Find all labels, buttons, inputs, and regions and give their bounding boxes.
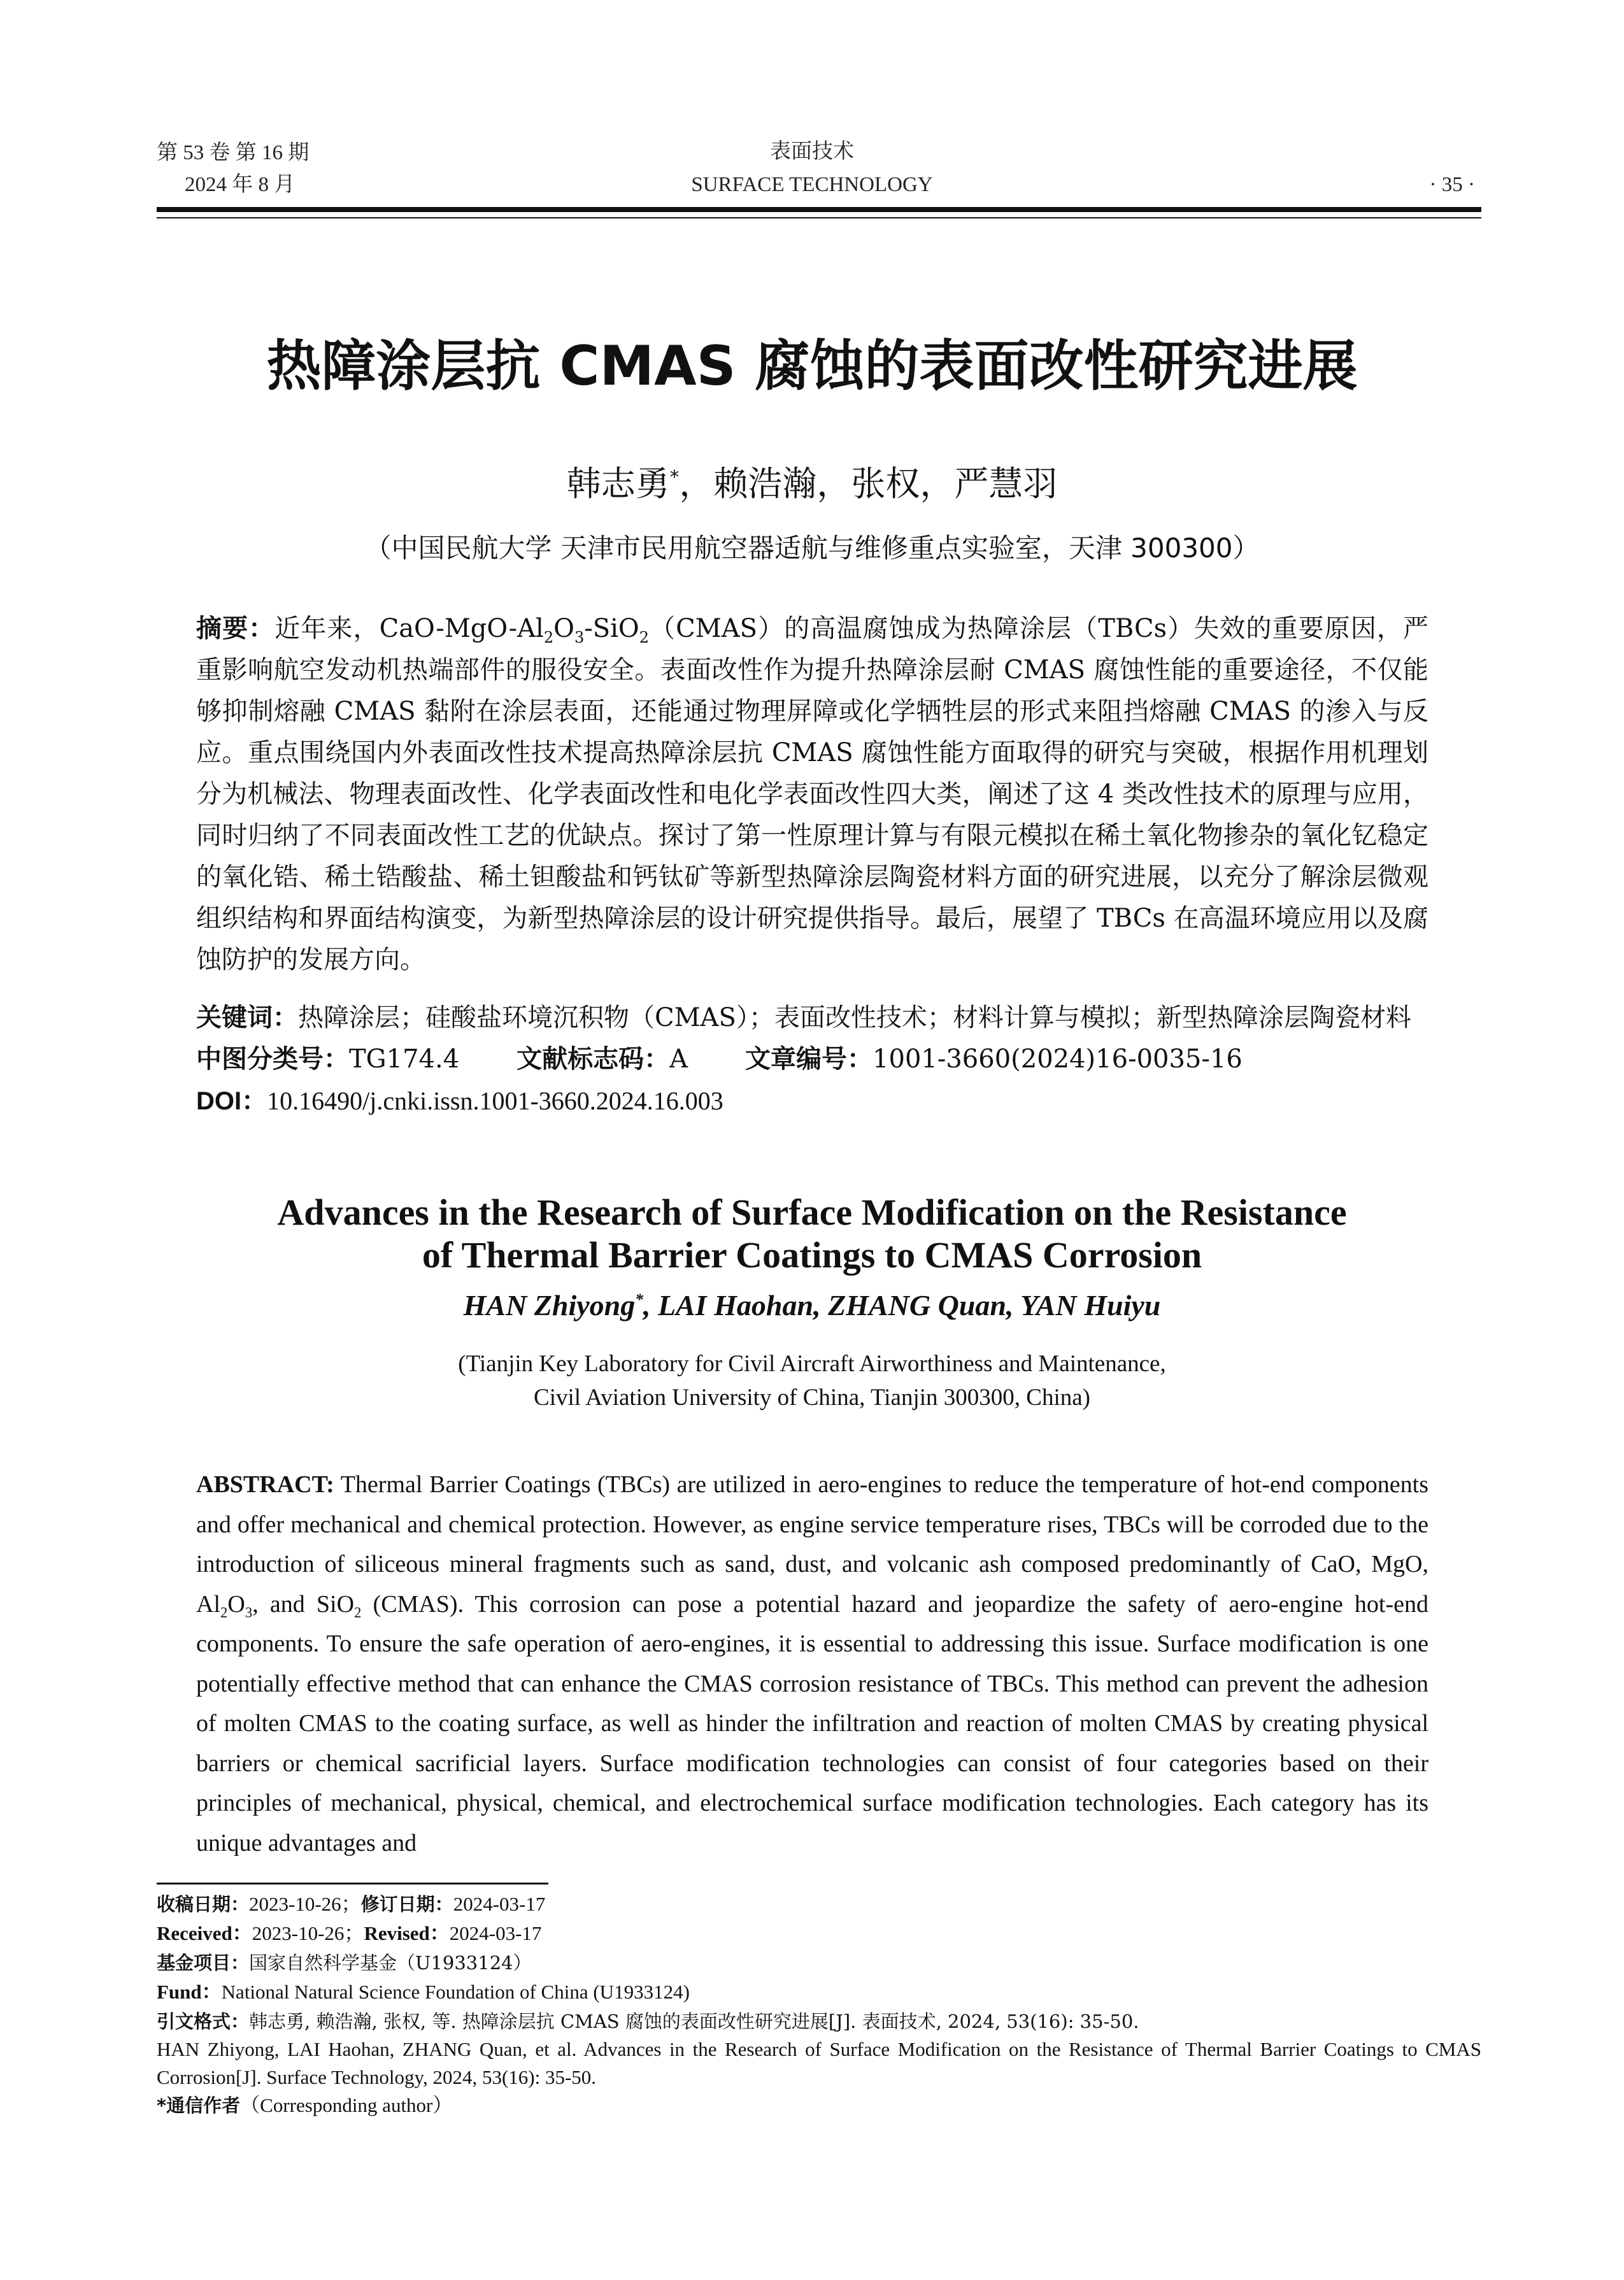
header-rule-thin (157, 217, 1481, 218)
abstract-cn (196, 608, 1428, 981)
subscript: 2 (220, 1604, 228, 1621)
fund-en-text: National Natural Science Foundation of China (U1933124) (221, 1981, 690, 2003)
abstract-cn-body: （CMAS）的高温腐蚀成为热障涂层（TBCs）失效的重要原因，严重影响航空发动机热端部件的服役安全。表面改性作为提升热障涂层耐 CMAS 腐蚀性能的重要途径，不仅能够抑制熔融 CMAS 黏附在涂层表面，还能通过物理屏障或化学牺牲层的形式来阻挡熔融 CMAS 的渗入与反应。重点围绕国内外表面改性技术提高热障涂层抗 CMAS 腐蚀性能方面取得的研究与突破，根据作用机理划分为机械法、物理表面改性、化学表面改性和电化学表面改性四大类，阐述了这 4 类改性技术的原理与应用，同时归纳了不同表面改性工艺的优缺点。探讨了第一性原理计算与有限元模拟在稀土氧化物掺杂的氧化钇稳定的氧化锆、稀土锆酸盐、稀土钽酸盐和钙钛矿等新型热障涂层陶瓷材料方面的研究进展，以充分了解涂层微观组织结构和界面结构演变，为新型热障涂层的设计研究提供指导。最后，展望了 TBCs 在高温环境应用以及腐蚀防护的发展方向。 (196, 614, 1429, 974)
fund-cn-label: 基金项目： (157, 1952, 250, 1974)
header-journal-en: SURFACE TECHNOLOGY (691, 173, 933, 196)
title-en (0, 1191, 1624, 1276)
fund-en-label: Fund： (157, 1981, 222, 2003)
abstract-cn-lead: 近年来，CaO-MgO-Al (274, 614, 544, 643)
doc-code-value: A (669, 1044, 688, 1074)
abstract-en-label: ABSTRACT: (196, 1471, 334, 1498)
affiliation-en-line1: (Tianjin Key Laboratory for Civil Aircraft Airworthiness and Maintenance, (458, 1351, 1166, 1377)
cite-cn-label: 引文格式： (157, 2011, 250, 2032)
affiliation-cn: （中国民航大学 天津市民用航空器适航与维修重点实验室，天津 300300） (364, 532, 1260, 564)
doi-line (196, 1081, 1428, 1121)
title-en-line2: of Thermal Barrier Coatings to CMAS Corrosion (422, 1234, 1202, 1276)
affiliation-en (0, 1347, 1624, 1414)
footnote-rule (157, 1883, 548, 1885)
footnote-fund-cn (157, 1949, 1481, 1977)
revised-cn-label: 修订日期： (360, 1893, 453, 1915)
title-cn: 热障涂层抗 CMAS 腐蚀的表面改性研究进展 (266, 334, 1358, 398)
title-en-line1: Advances in the Research of Surface Modification on the Resistance (277, 1192, 1347, 1233)
author-en-first: HAN Zhiyong (463, 1289, 636, 1322)
authors-en (0, 1287, 1624, 1324)
keywords-cn-label: 关键词： (196, 1003, 298, 1032)
abstract-en-formula: , and SiO (252, 1590, 355, 1618)
corresponding-label: *通信作者 (157, 2095, 241, 2116)
abstract-cn-formula: O (553, 614, 574, 643)
subscript: 2 (639, 629, 650, 646)
revised-en-label: Revised： (364, 1922, 450, 1944)
cite-cn-text: 韩志勇, 赖浩瀚, 张权, 等. 热障涂层抗 CMAS 腐蚀的表面改性研究进展[J]. 表面技术, 2024, 53(16): 35-50. (249, 2011, 1139, 2032)
header-rule-thick (157, 207, 1481, 212)
subscript: 2 (354, 1604, 362, 1621)
received-en-label: Received： (157, 1922, 252, 1944)
keywords-cn (196, 998, 1428, 1037)
abstract-en-part2: (CMAS). This corrosion can pose a potential hazard and jeopardize the safety of aero-engine hot-end components. To ensure the safe operation of aero-engines, it is essential to addressing this issue. Surface modification is one potentially effective method that can enhance the CMAS corrosion resistance of TBCs. This method can prevent the adhesion of molten CMAS to the coating surface, as well as hinder the infiltration and reaction of molten CMAS by creating physical barriers or chemical sacrificial layers. Surface modification technologies can consist of four categories based on their principles of mechanical, physical, chemical, and electrochemical surface modification technologies. Each category has its unique advantages and (196, 1590, 1428, 1856)
abstract-en (196, 1465, 1428, 1863)
doc-code-label: 文献标志码： (516, 1044, 670, 1074)
abstract-cn-label: 摘要： (196, 614, 275, 643)
classification-line (196, 1039, 1428, 1079)
corresponding-mark: * (635, 1290, 643, 1309)
authors-cn (0, 462, 1624, 506)
header-volume-issue: 第 53 卷 第 16 期 (157, 141, 310, 164)
header-journal-cn: 表面技术 (770, 140, 854, 163)
footnote-fund-en (157, 1978, 1481, 2006)
footnote-received-en (157, 1920, 1481, 1948)
footnote-received-cn (157, 1890, 1481, 1918)
header-page-number: · 35 · (1429, 173, 1475, 196)
abstract-cn-formula: -SiO (584, 614, 639, 643)
subscript: 2 (543, 629, 554, 646)
received-en-date: 2023-10-26； (252, 1922, 364, 1944)
article-number-label: 文章编号： (745, 1044, 873, 1074)
authors-cn-rest: ，赖浩瀚，张权，严慧羽 (679, 464, 1058, 504)
doi-link[interactable]: 10.16490/j.cnki.issn.1001-3660.2024.16.003 (267, 1087, 723, 1115)
header-date: 2024 年 8 月 (185, 173, 296, 196)
authors-en-rest: , LAI Haohan, ZHANG Quan, YAN Huiyu (643, 1289, 1161, 1322)
footnote-cite-en: HAN Zhiyong, LAI Haohan, ZHANG Quan, et al. Advances in the Research of Surface Modification on the Resistance of Thermal Barrier Coatings to CMAS Corrosion[J]. Surface Technology, 2024, 53(16): 35-50. (157, 2038, 1481, 2088)
received-cn-date: 2023-10-26； (249, 1893, 361, 1915)
corresponding-text: （Corresponding author） (240, 2094, 453, 2116)
abstract-en-part1: Thermal Barrier Coatings (TBCs) are utilized in aero-engines to reduce the temperature of hot-end components and offer mechanical and chemical protection. However, as engine service temperature rises, TBCs will be corroded due to the introduction of siliceous mineral fragments such as sand, dust, and volcanic ash composed predominantly of CaO, MgO, Al (196, 1471, 1428, 1618)
affiliation-en-line2: Civil Aviation University of China, Tianjin 300300, China) (534, 1385, 1090, 1411)
clc-label: 中图分类号： (196, 1044, 349, 1074)
keywords-cn-text: 热障涂层；硅酸盐环境沉积物（CMAS）；表面改性技术；材料计算与模拟；新型热障涂层陶瓷材料 (298, 1003, 1411, 1032)
abstract-en-formula: O (227, 1590, 245, 1618)
received-cn-label: 收稿日期： (157, 1893, 250, 1915)
revised-cn-date: 2024-03-17 (453, 1893, 546, 1915)
subscript: 3 (574, 629, 585, 646)
footnote-cite-cn (157, 2007, 1481, 2035)
article-number-value: 1001-3660(2024)16-0035-16 (873, 1044, 1243, 1074)
revised-en-date: 2024-03-17 (449, 1922, 542, 1944)
footnote-corresponding (157, 2091, 1481, 2120)
clc-value: TG174.4 (349, 1044, 460, 1074)
doi-label: DOI： (196, 1087, 267, 1115)
corresponding-mark: * (669, 466, 680, 488)
author-cn-first: 韩志勇 (566, 464, 670, 504)
fund-cn-text: 国家自然科学基金（U1933124） (249, 1952, 532, 1974)
subscript: 3 (245, 1604, 253, 1621)
